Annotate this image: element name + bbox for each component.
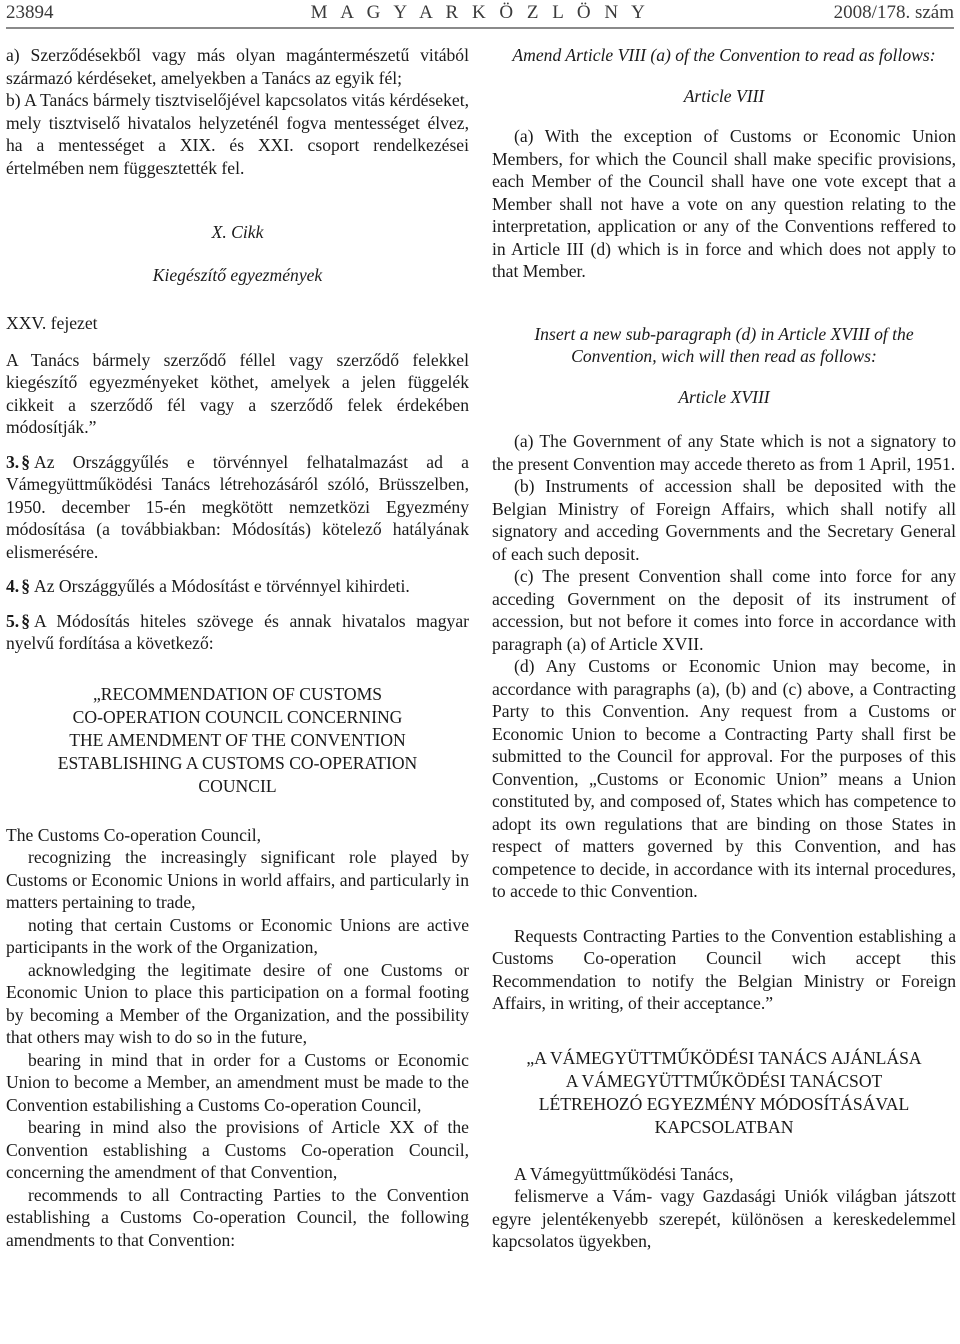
bearing-paragraph-2: bearing in mind also the provisions of Article XX of the Convention establishing a Customs Co-operation Council, concerning the amendment of that Convention, bbox=[6, 1117, 469, 1182]
article-viii-heading: Article VIII bbox=[683, 85, 765, 106]
paragraph-3-text: Az Országgyűlés e törvénnyel felhatalmazást ad a Vámegyüttműködési Tanács létrehozásáról szóló, Brüsszelben, 1950. december 15-én megkötött nemzetközi Egyezmény módosítása (a továbbiakban: Módosítás) kötelező hatályának elismerésére. bbox=[6, 451, 469, 562]
council-line: The Customs Co-operation Council, bbox=[6, 824, 262, 845]
recommendation-title-line: COUNCIL bbox=[198, 775, 277, 796]
paragraph-5-text: A Módosítás hiteles szövege és annak hivatalos magyar nyelvű fordítása a következő: bbox=[6, 610, 469, 653]
recognizing-paragraph: recognizing the increasingly significant role played by Customs or Economic Unions in world affairs, and particularly in matters pertaining to trade, bbox=[6, 847, 469, 912]
hungarian-title bbox=[492, 1047, 956, 1139]
page-number: 23894 bbox=[6, 2, 54, 23]
page-header bbox=[6, 2, 954, 28]
insert-intro: Insert a new sub-paragraph (d) in Article XVIII of the Convention, wich will then read as follows: bbox=[534, 323, 914, 366]
journal-title: M A G Y A R K Ö Z L Ö N Y bbox=[310, 2, 650, 23]
paragraph-4-text: Az Országgyűlés a Módosítást e törvénnyel kihirdeti. bbox=[34, 576, 410, 596]
article-xviii-a: (a) The Government of any State which is not a signatory to the present Convention may accede thereto as from 1 April, 1951. bbox=[492, 431, 956, 474]
article-viii-a: (a) With the exception of Customs or Economic Union Members, for which the Council shall make specific provisions, each Member of the Council shall have one vote except that a Member shall not have a vote on any question relating to the interpretation, application or any of the Conventions reffered to in Article III (d) which is in force and which does not apply to that Member. bbox=[492, 126, 956, 281]
bearing-paragraph-1: bearing in mind that in order for a Customs or Economic Union to become a Member, an amendment must be made to the Convention estabilishing a Customs Co-operation Council, bbox=[6, 1049, 469, 1115]
recommendation-title-line: „RECOMMENDATION OF CUSTOMS bbox=[92, 683, 383, 704]
paragraph-3 bbox=[6, 451, 469, 564]
article-x-heading: X. Cikk bbox=[211, 222, 264, 242]
header-rule bbox=[6, 27, 954, 29]
item-b: b) A Tanács bármely tisztviselőjével kapcsolatos vitás kérdéseket, mely tisztviselő hivatalos helyzeténél fogva mentességet élvez, ha a mentességet a XIX. és XXI. csoport rendelkezései értelmében nem függesztették fel. bbox=[6, 90, 469, 178]
hungarian-title-line: „A VÁMEGYÜTTMŰKÖDÉSI TANÁCS AJÁNLÁSA bbox=[526, 1047, 922, 1068]
paragraph-4-number: 4. bbox=[6, 576, 20, 596]
recommendation-title-line: CO-OPERATION COUNCIL CONCERNING bbox=[72, 706, 403, 727]
chapter-heading: XXV. fejezet bbox=[6, 313, 98, 333]
article-xviii-heading: Article XVIII bbox=[678, 386, 770, 407]
chapter-text: A Tanács bármely szerződő féllel vagy szerződő felekkel kiegészítő egyezményeket köthet, amelyek a jelen függelék cikkeit a szerződő fél vagy a szerződő felek érdekében módosítják.” bbox=[6, 349, 469, 437]
paragraph-4 bbox=[6, 575, 469, 598]
left-column bbox=[6, 44, 469, 1251]
paragraph-5-number: 5. bbox=[6, 610, 20, 631]
article-x-title: Kiegészítő egyezmények bbox=[152, 264, 323, 285]
recommendation-title bbox=[6, 683, 469, 798]
right-column bbox=[492, 44, 956, 1253]
item-a: a) Szerződésekből vagy más olyan magántermészetű vitából származó kérdéseket, amelyekben a Tanács az egyik fél; bbox=[6, 45, 469, 88]
paragraph-3-number: 3. bbox=[6, 451, 20, 472]
article-xviii-d: (d) Any Customs or Economic Union may become, in accordance with paragraphs (a), (b) and (c) above, a Contracting Party to this Convention. Any request from a Customs or Economic Union to become a Contracting Party shall first be submitted to the Council for approval. For the purposes of this Convention, „Customs or Economic Union” means a Union constituted by, and composed of, States which has competence to adopt its own regulations that are binding on those States in respect of matters governed by this Convention, and has competence to decide, in accordance with its internal procedures, to accede to thic Convention. bbox=[492, 656, 956, 901]
article-xviii-b: (b) Instruments of accession shall be deposited with the Belgian Ministry of Foreign Affairs, which shall notify all signatory and acceding Governments and the Secretary General of each such deposit. bbox=[492, 476, 956, 564]
recommendation-title-line: THE AMENDMENT OF THE CONVENTION bbox=[69, 729, 406, 750]
section-sign: § bbox=[21, 451, 30, 472]
requests-paragraph: Requests Contracting Parties to the Convention establishing a Customs Co-operation Council wich accept this Recommendation to notify the Belgian Ministry or Foreign Affairs, in writing, of their acceptance.” bbox=[492, 925, 956, 1013]
article-xviii-c: (c) The present Convention shall come into force for any acceding Government on the deposit of its instrument of accession, but not before it comes into force in accordance with paragraph (a) of Article XVII. bbox=[492, 566, 956, 654]
hungarian-council-line: A Vámegyüttműködési Tanács, bbox=[514, 1163, 734, 1184]
issue-number: 2008/178. szám bbox=[833, 2, 954, 23]
paragraph-5 bbox=[6, 610, 469, 655]
hungarian-title-line: A VÁMEGYÜTTMŰKÖDÉSI TANÁCSOT bbox=[565, 1070, 883, 1091]
amend-intro: Amend Article VIII (a) of the Convention to read as follows: bbox=[512, 45, 936, 65]
felismerve-paragraph: felismerve a Vám- vagy Gazdasági Uniók világban játszott egyre jelentékenyebb szerepét, különösen a kereskedelemmel kapcsolatos ügyekben, bbox=[492, 1186, 956, 1251]
acknowledging-paragraph: acknowledging the legitimate desire of one Customs or Economic Union to place this participation on a formal footing by becoming a Member of the Organization, and the possibility that others may wish to do so in the future, bbox=[6, 959, 469, 1047]
recommendation-title-line: ESTABLISHING A CUSTOMS CO-OPERATION bbox=[57, 752, 418, 773]
section-sign: § bbox=[21, 576, 30, 596]
section-sign: § bbox=[21, 610, 30, 631]
hungarian-title-line: LÉTREHOZÓ EGYEZMÉNY MÓDOSÍTÁSÁVAL bbox=[538, 1093, 910, 1114]
noting-paragraph: noting that certain Customs or Economic Unions are active participants in the work of the Organization, bbox=[6, 914, 469, 957]
hungarian-title-line: KAPCSOLATBAN bbox=[654, 1116, 794, 1137]
recommends-paragraph: recommends to all Contracting Parties to the Convention establishing a Customs Co-operation Council, the following amendments to that Convention: bbox=[6, 1184, 469, 1250]
